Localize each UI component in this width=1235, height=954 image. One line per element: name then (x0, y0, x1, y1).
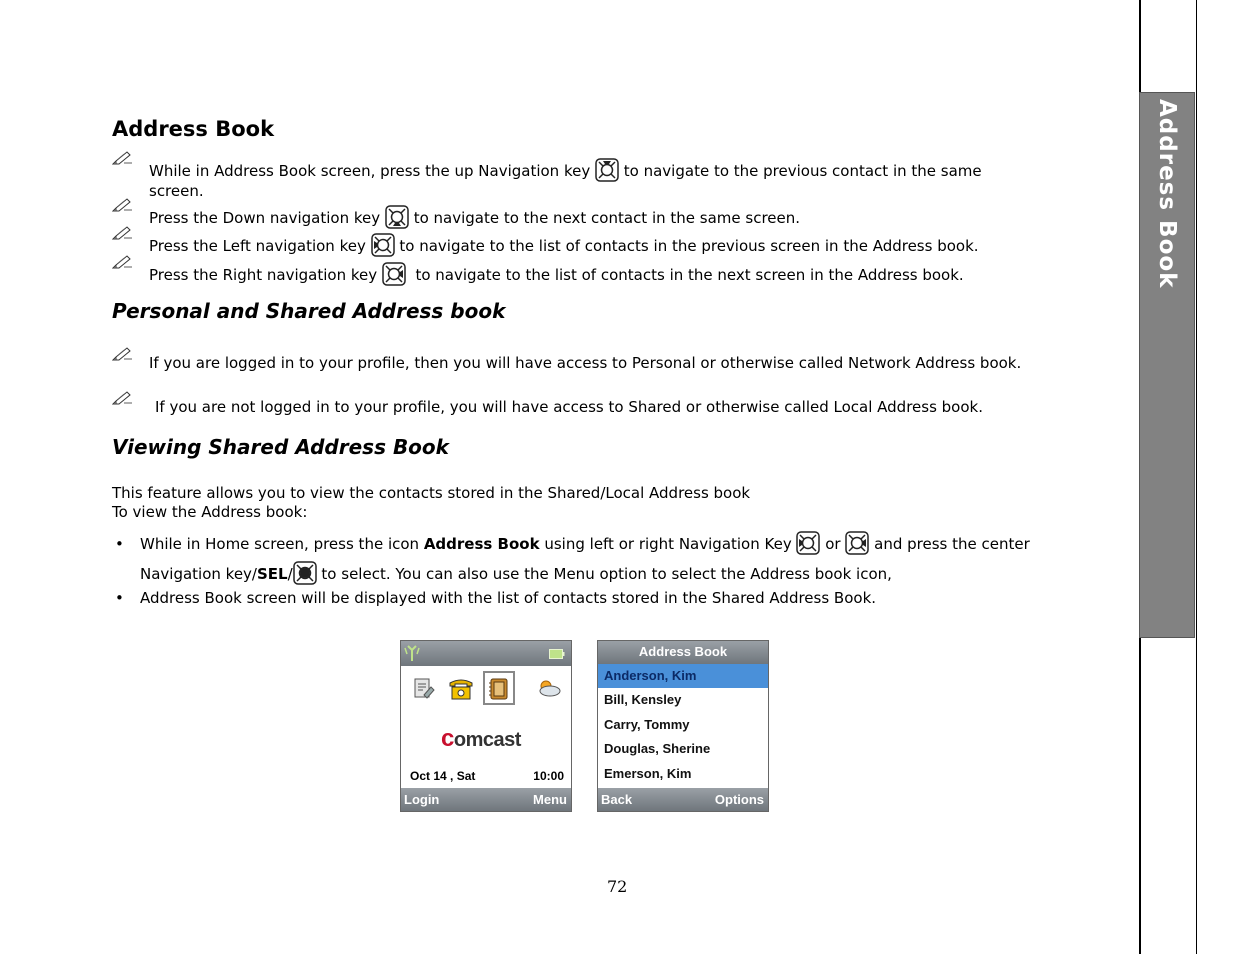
instruction-list (112, 529, 1032, 608)
bullet-text: While in Home screen, press the icon (140, 535, 424, 553)
chapter-side-tab (1139, 92, 1195, 638)
comcast-logo-c: c (441, 725, 454, 752)
center-sel-key-icon (293, 561, 317, 585)
list-item (112, 589, 1032, 608)
screen-title: Address Book (638, 644, 728, 659)
pen-note-icon (112, 225, 134, 241)
pen-note-icon (112, 254, 134, 270)
soft-key-bar (401, 788, 571, 811)
right-nav-key-icon (845, 531, 869, 555)
page-number: 72 (607, 877, 628, 896)
note-text (149, 205, 1032, 229)
pen-note-icon (112, 346, 134, 362)
bullet-text: / (287, 565, 293, 583)
note-right-key (112, 262, 1032, 286)
contact-item: Emerson, Kim (604, 765, 692, 781)
note-text-after: to navigate to the previous contact in the same screen. (149, 162, 982, 200)
note-text-after: to navigate to the list of contacts in the next screen in the Address book. (415, 266, 964, 284)
contact-item: Douglas, Sherine (604, 741, 711, 757)
phone-directory-icon (447, 675, 475, 703)
note-text-after: to navigate to the next contact in the same screen. (413, 209, 801, 227)
contact-item: Carry, Tommy (604, 716, 690, 732)
time-label: 10:00 (533, 769, 564, 783)
note-text: If you are logged in to your profile, then you will have access to Personal or otherwise called Network Address book. (149, 354, 1022, 372)
contact-item-selected: Anderson, Kim (598, 664, 768, 688)
home-icon-row (409, 675, 569, 709)
contact-list (598, 664, 768, 786)
contact-item: Bill, Kensley (604, 692, 682, 708)
bullet-icon: • (115, 589, 124, 607)
screen-title-bar (598, 641, 768, 664)
note-text (149, 262, 1032, 286)
bullet-bold-text: SEL (256, 565, 288, 583)
bullet-text: using left or right Navigation Key (539, 535, 792, 553)
left-nav-key-icon (796, 531, 820, 555)
note-down-key (112, 205, 1032, 229)
section-heading-personal-shared: Personal and Shared Address book (112, 299, 506, 323)
bullet-bold-text: Address Book (423, 535, 540, 553)
address-book-screen-image (597, 640, 769, 812)
options-soft-key: Options (714, 792, 764, 807)
bullet-text: and press the center Navigation key/ (140, 535, 1030, 583)
date-label: Oct 14 , Sat (410, 769, 476, 783)
note-text-before: While in Address Book screen, press the up Navigation key (149, 162, 591, 180)
login-soft-key: Login (404, 792, 440, 807)
bullet-text: or (820, 535, 846, 553)
address-book-icon (485, 675, 513, 703)
intro-line-2: To view the Address book: (112, 503, 308, 521)
home-screen-image (400, 640, 572, 812)
page-title: Address Book (112, 117, 275, 141)
right-nav-key-icon (382, 262, 406, 286)
soft-key-bar (598, 788, 768, 811)
note-text-before: Press the Down navigation key (149, 209, 381, 227)
signal-antenna-icon (404, 644, 420, 662)
chapter-side-tab-label: Address Book (1154, 99, 1180, 289)
date-time-row (410, 769, 564, 783)
intro-line-1: This feature allows you to view the contacts stored in the Shared/Local Address book (112, 484, 751, 502)
bullet-text: Address Book screen will be displayed with the list of contacts stored in the Shared Address Book. (140, 589, 877, 607)
status-bar (401, 641, 571, 666)
call-log-icon (411, 675, 439, 703)
note-text-before: Press the Right navigation key (149, 266, 378, 284)
bullet-text: to select. You can also use the Menu option to select the Address book icon, (316, 565, 892, 583)
note-up-key (112, 158, 1032, 201)
down-nav-key-icon (385, 205, 409, 229)
menu-soft-key: Menu (533, 792, 567, 807)
note-text: If you are not logged in to your profile, you will have access to Shared or otherwise called Local Address book. (155, 398, 983, 416)
note-text-after: to navigate to the list of contacts in the previous screen in the Address book. (399, 237, 979, 255)
note-not-logged-in (112, 398, 1032, 417)
comcast-logo (441, 725, 521, 753)
note-text (149, 233, 1032, 257)
weather-icon (535, 675, 563, 703)
bullet-icon: • (115, 535, 124, 553)
intro-paragraph (112, 484, 1032, 522)
note-text-before: Press the Left navigation key (149, 237, 366, 255)
note-left-key (112, 233, 1032, 257)
left-nav-key-icon (371, 233, 395, 257)
margin-rule-right (1196, 0, 1197, 954)
back-soft-key: Back (601, 792, 633, 807)
pen-note-icon (112, 197, 134, 213)
note-text (149, 158, 1032, 201)
pen-note-icon (112, 390, 134, 406)
pen-note-icon (112, 150, 134, 166)
section-heading-viewing: Viewing Shared Address Book (112, 435, 449, 459)
list-item (112, 529, 1032, 589)
up-nav-key-icon (595, 158, 619, 182)
battery-icon (549, 649, 565, 659)
note-logged-in (112, 354, 1032, 373)
comcast-logo-text: omcast (453, 729, 521, 751)
